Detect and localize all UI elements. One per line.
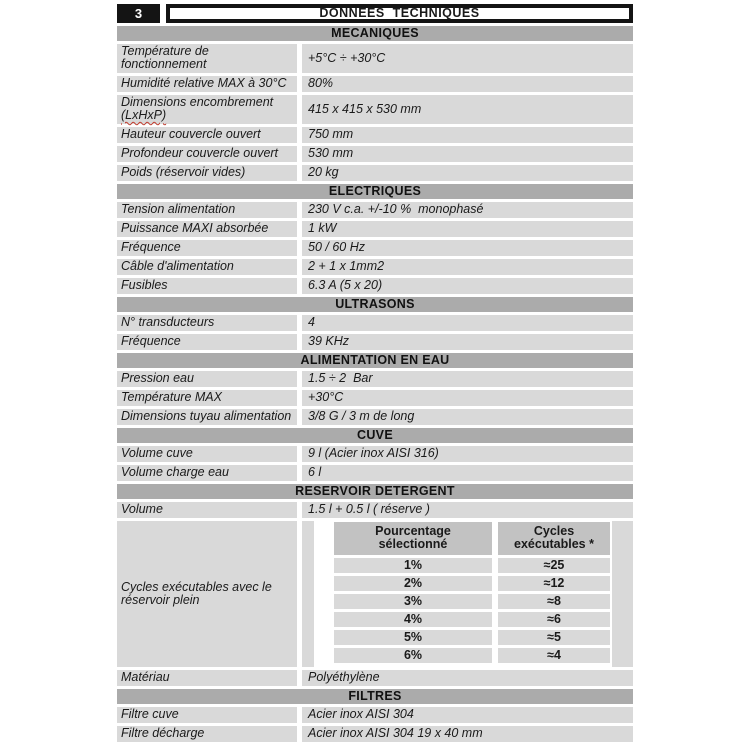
row-value: 230 V c.a. +/-10 % monophasé xyxy=(302,202,633,218)
section-header-filtres: FILTRES xyxy=(117,689,633,704)
row-label-text: Profondeur couvercle ouvert xyxy=(121,146,279,160)
row-label-text: Hauteur couvercle ouvert xyxy=(121,127,261,141)
table-row xyxy=(117,465,633,481)
row-label-text: Température MAX xyxy=(121,390,222,404)
row-label-text: Pression eau xyxy=(121,371,194,385)
row-value: 50 / 60 Hz xyxy=(302,240,633,256)
row-label xyxy=(117,95,297,124)
cycles-cell: ≈25 xyxy=(498,558,610,573)
row-value: 530 mm xyxy=(302,146,633,162)
cycles-table-row xyxy=(334,558,610,573)
cycles-table-row xyxy=(334,612,610,627)
percent-cell: 4% xyxy=(334,612,492,627)
row-value: 4 xyxy=(302,315,633,331)
section-header-cuve: CUVE xyxy=(117,428,633,443)
row-value: 1.5 l + 0.5 l ( réserve ) xyxy=(302,502,633,518)
row-label xyxy=(117,202,297,218)
header-line: Cycles xyxy=(533,524,575,538)
row-label-text: Poids (réservoir vides) xyxy=(121,165,246,179)
cycles-cell: ≈12 xyxy=(498,576,610,591)
row-label-text: Dimensions tuyau alimentation xyxy=(121,409,292,423)
row-value: Polyéthylène xyxy=(302,670,633,686)
row-value: 9 l (Acier inox AISI 316) xyxy=(302,446,633,462)
row-value: 415 x 415 x 530 mm xyxy=(302,95,633,124)
cycles-cell: ≈6 xyxy=(498,612,610,627)
table-row xyxy=(117,334,633,350)
row-label xyxy=(117,446,297,462)
percent-cell: 5% xyxy=(334,630,492,645)
section-header-ultrasons: ULTRASONS xyxy=(117,297,633,312)
cycles-cell: ≈4 xyxy=(498,648,610,663)
row-label xyxy=(117,465,297,481)
table-row xyxy=(117,446,633,462)
page-title: DONNEES TECHNIQUES xyxy=(166,4,633,23)
sections-container xyxy=(117,26,633,742)
row-value: 6 l xyxy=(302,465,633,481)
row-value: 39 KHz xyxy=(302,334,633,350)
row-label-text: Matériau xyxy=(121,670,170,684)
header-line: exécutables * xyxy=(514,537,594,551)
row-label xyxy=(117,76,297,92)
row-value: Acier inox AISI 304 xyxy=(302,707,633,723)
table-row xyxy=(117,221,633,237)
row-label-text: N° transducteurs xyxy=(121,315,215,329)
row-label xyxy=(117,44,297,73)
table-row xyxy=(117,44,633,73)
header-line: Pourcentage xyxy=(375,524,451,538)
row-label-text-line2: (LxHxP) xyxy=(121,108,167,122)
row-value: Acier inox AISI 304 19 x 40 mm xyxy=(302,726,633,742)
row-label xyxy=(117,334,297,350)
cycles-table-row xyxy=(334,648,610,663)
table-row xyxy=(117,371,633,387)
table-row xyxy=(117,95,633,124)
table-row xyxy=(117,390,633,406)
cycles-cell: ≈5 xyxy=(498,630,610,645)
row-label-text: Humidité relative MAX à 30°C xyxy=(121,76,287,90)
table-row xyxy=(117,502,633,518)
row-label-text: Câble d'alimentation xyxy=(121,259,234,273)
row-label xyxy=(117,259,297,275)
table-row xyxy=(117,409,633,425)
right-gray-strip xyxy=(612,521,633,667)
table-row xyxy=(117,146,633,162)
table-row xyxy=(117,127,633,143)
row-label-text: Puissance MAXI absorbée xyxy=(121,221,269,235)
cycles-table-area xyxy=(302,521,633,667)
row-label xyxy=(117,371,297,387)
row-label xyxy=(117,502,297,518)
row-value: 3/8 G / 3 m de long xyxy=(302,409,633,425)
percent-cell: 6% xyxy=(334,648,492,663)
row-value: 1.5 ÷ 2 Bar xyxy=(302,371,633,387)
section-header-electriques: ELECTRIQUES xyxy=(117,184,633,199)
technical-data-table xyxy=(117,4,633,745)
row-label xyxy=(117,390,297,406)
row-value: 750 mm xyxy=(302,127,633,143)
table-row xyxy=(117,670,633,686)
row-value: 1 kW xyxy=(302,221,633,237)
row-label xyxy=(117,240,297,256)
row-label xyxy=(117,278,297,294)
row-label xyxy=(117,221,297,237)
percent-cell: 1% xyxy=(334,558,492,573)
table-row xyxy=(117,278,633,294)
row-label-text: Température de xyxy=(121,44,209,58)
table-row xyxy=(117,240,633,256)
row-label-text: Dimensions encombrement xyxy=(121,95,274,109)
row-label-text: Volume cuve xyxy=(121,446,193,460)
table-row xyxy=(117,259,633,275)
row-label-text: Tension alimentation xyxy=(121,202,236,216)
cycles-table xyxy=(334,521,610,667)
row-label xyxy=(117,165,297,181)
row-label: Cycles exécutables avec le réservoir plein xyxy=(117,521,297,667)
row-value: +30°C xyxy=(302,390,633,406)
cycles-table-row xyxy=(334,630,610,645)
cycles-table-row xyxy=(334,594,610,609)
left-gray-strip xyxy=(302,521,314,667)
section-number-box: 3 xyxy=(117,4,160,23)
row-value: +5°C ÷ +30°C xyxy=(302,44,633,73)
row-label-text: Volume charge eau xyxy=(121,465,229,479)
row-label xyxy=(117,127,297,143)
row-label-text-line2: fonctionnement xyxy=(121,57,207,71)
row-label xyxy=(117,409,297,425)
cycles-table-header xyxy=(334,522,610,555)
table-row xyxy=(117,165,633,181)
cycles-cell: ≈8 xyxy=(498,594,610,609)
percent-cell: 2% xyxy=(334,576,492,591)
row-label-text: Fréquence xyxy=(121,240,181,254)
row-label xyxy=(117,726,297,742)
page-header xyxy=(117,4,633,23)
percent-cell: 3% xyxy=(334,594,492,609)
row-label xyxy=(117,146,297,162)
row-value: 6.3 A (5 x 20) xyxy=(302,278,633,294)
row-label-text: Fréquence xyxy=(121,334,181,348)
row-label xyxy=(117,670,297,686)
section-header-alimentation-en-eau: ALIMENTATION EN EAU xyxy=(117,353,633,368)
section-header-reservoir-detergent: RESERVOIR DETERGENT xyxy=(117,484,633,499)
row-label-text: Volume xyxy=(121,502,163,516)
table-row xyxy=(117,726,633,742)
cycles-block xyxy=(117,521,633,667)
table-row xyxy=(117,202,633,218)
cycles-col-header xyxy=(334,522,492,555)
row-value: 20 kg xyxy=(302,165,633,181)
section-header-mecaniques: MECANIQUES xyxy=(117,26,633,41)
cycles-col-header xyxy=(498,522,610,555)
header-line: sélectionné xyxy=(378,537,448,551)
row-label xyxy=(117,707,297,723)
row-value: 2 + 1 x 1mm2 xyxy=(302,259,633,275)
row-label-text: Filtre cuve xyxy=(121,707,179,721)
table-row xyxy=(117,76,633,92)
row-value: 80% xyxy=(302,76,633,92)
cycles-table-row xyxy=(334,576,610,591)
row-label-text: Fusibles xyxy=(121,278,168,292)
row-label xyxy=(117,315,297,331)
row-label-text: Filtre décharge xyxy=(121,726,205,740)
table-row xyxy=(117,315,633,331)
table-row xyxy=(117,707,633,723)
